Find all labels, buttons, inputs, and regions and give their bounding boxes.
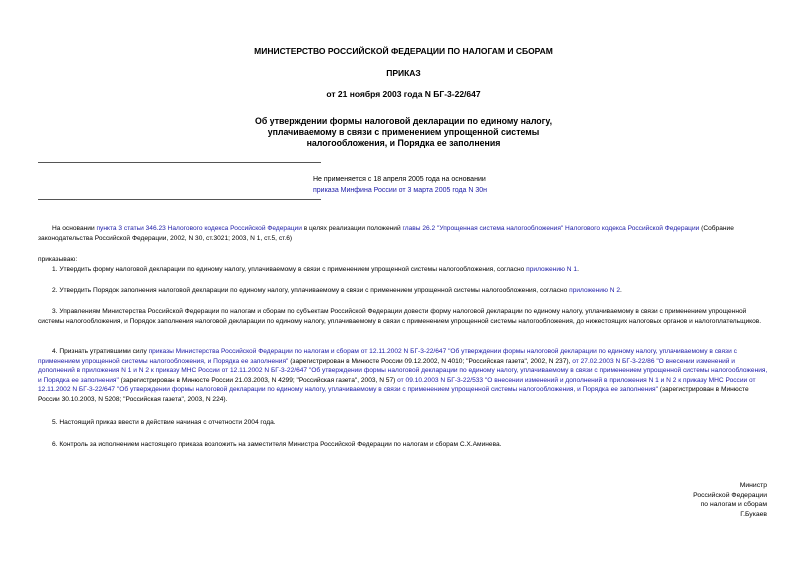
link-repealed-order-1[interactable]: приказы Министерства Российской Федерации по налогам и сборам от 12.11.2002 N БГ-3-22/647 "Об утверждении формы налоговой декларации по единому налогу, уплачиваемому в связи с применением упрощенной системы налогообложения, и Порядка ее заполнения" — [38, 348, 737, 365]
document-type: ПРИКАЗ — [386, 68, 421, 78]
signature-name: Г.Букаев — [740, 510, 767, 518]
title-line-1: Об утверждении формы налоговой декларации по единому налогу, — [254, 116, 553, 126]
signature-title: Министр — [739, 482, 767, 489]
intro-text-1: На основании — [52, 225, 97, 232]
divider-top — [38, 162, 321, 163]
link-appendix-2[interactable]: приложению N 2 — [569, 287, 621, 294]
intro-paragraph — [38, 224, 768, 243]
intro-text-3: (Собрание законодательства Российской Федерации, 2002, N 30, ст.3021; 2003, N 1, ст.5, ст.6) — [38, 225, 734, 242]
link-appendix-1[interactable]: приложению N 1 — [526, 266, 578, 273]
item-4-text-4: (зарегистрирован в Минюсте России 30.10.2003, N 5208; "Российская газета", 2003, N 224). — [38, 386, 749, 403]
divider-bottom — [38, 199, 321, 200]
document-date-number: от 21 ноября 2003 года N БГ-3-22/647 — [326, 89, 481, 99]
item-1-text: 1. Утвердить форму налоговой декларации по единому налогу, уплачиваемому в связи с применением упрощенной системы налогообложения, согласно — [52, 266, 527, 273]
item-2: 2. Утвердить Порядок заполнения налоговой декларации по единому налогу, уплачиваемому в связи с применением упрощенной системы налогообложения, согласно приложению N 2. — [52, 287, 622, 294]
intro-text-2: в целях реализации положений — [301, 225, 403, 232]
item-2-text: 2. Утвердить Порядок заполнения налоговой декларации по единому налогу, уплачиваемому в связи с применением упрощенной системы налогообложения, согласно — [52, 287, 570, 294]
link-tax-code-chapter[interactable]: главы 26.2 "Упрощенная система налогообложения" Налогового кодекса Российской Федерации — [402, 225, 700, 232]
item-6: 6. Контроль за исполнением настоящего приказа возложить на заместителя Министра Российской Федерации по налогам и сборам С.Х.Аминева. — [52, 441, 502, 448]
item-4-text-1: 4. Признать утратившими силу — [52, 348, 149, 355]
signature-block — [693, 481, 767, 519]
title-line-2: уплачиваемому в связи с применением упрощенной системы — [267, 127, 540, 137]
item-1: 1. Утвердить форму налоговой декларации по единому налогу, уплачиваемому в связи с применением упрощенной системы налогообложения, согласно приложению N 1. — [52, 266, 579, 273]
ministry-name: МИНИСТЕРСТВО РОССИЙСКОЙ ФЕДЕРАЦИИ ПО НАЛОГАМ И СБОРАМ — [254, 46, 553, 56]
signature-org: Российской Федерации — [693, 491, 767, 499]
signature-org-2: по налогам и сборам — [700, 501, 767, 509]
status-note-link[interactable]: приказа Минфина России от 3 марта 2005 года N 30н — [313, 187, 488, 194]
link-tax-code-article[interactable]: пункта 3 статьи 346.23 Налогового кодекса Российской Федерации — [96, 225, 302, 232]
status-note-text: Не применяется с 18 апреля 2005 года на основании — [313, 176, 486, 183]
item-4-text-2: (зарегистрирован в Минюсте России 09.12.2002, N 4010; "Российская газета", 2002, N 237), — [288, 357, 573, 365]
document-title — [0, 116, 807, 149]
title-line-3: налогообложения, и Порядка ее заполнения — [306, 138, 501, 148]
link-repealed-order-2[interactable]: от 27.02.2003 N БГ-3-22/86 "О внесении изменений и дополнений в приложения N 1 и N 2 к приказу МНС России от 12.11.2002 N БГ-3-22/647 "Об утверждении формы налоговой декларации по единому налогу, уплачиваемому в связи с применением упрощенной системы налогообложения, и Порядка ее заполнения" — [38, 357, 768, 384]
link-repealed-order-3[interactable]: от 09.10.2003 N БГ-3-22/533 "О внесении изменений и дополнений в приложения N 1 и N 2 к приказу МНС России от 12.11.2002 N БГ-3-22/647 "Об утверждении формы налоговой декларации по единому налогу, уплачиваемому в связи с применением упрощенной системы налогообложения, и Порядка ее заполнения" — [38, 376, 756, 394]
item-4 — [38, 347, 768, 405]
order-word: приказываю: — [38, 256, 78, 263]
item-4-text-3: (зарегистрирован в Минюсте России 21.03.2003, N 4299; "Российская газета", 2003, N 57) — [118, 376, 398, 384]
item-5: 5. Настоящий приказ ввести в действие начиная с отчетности 2004 года. — [52, 419, 276, 426]
item-3: 3. Управлениям Министерства Российской Федерации по налогам и сборам по субъектам Российской Федерации довести форму налоговой декларации по единому налогу, уплачиваемому в связи с применением упрощенной системы налогообложения, и Порядок заполнения налоговой декларации по единому налогу, уплачиваемому в связи с применением упрощенной системы налогообложения, до нижестоящих налоговых органов и налогоплательщиков. — [38, 308, 762, 325]
status-note — [313, 174, 487, 196]
